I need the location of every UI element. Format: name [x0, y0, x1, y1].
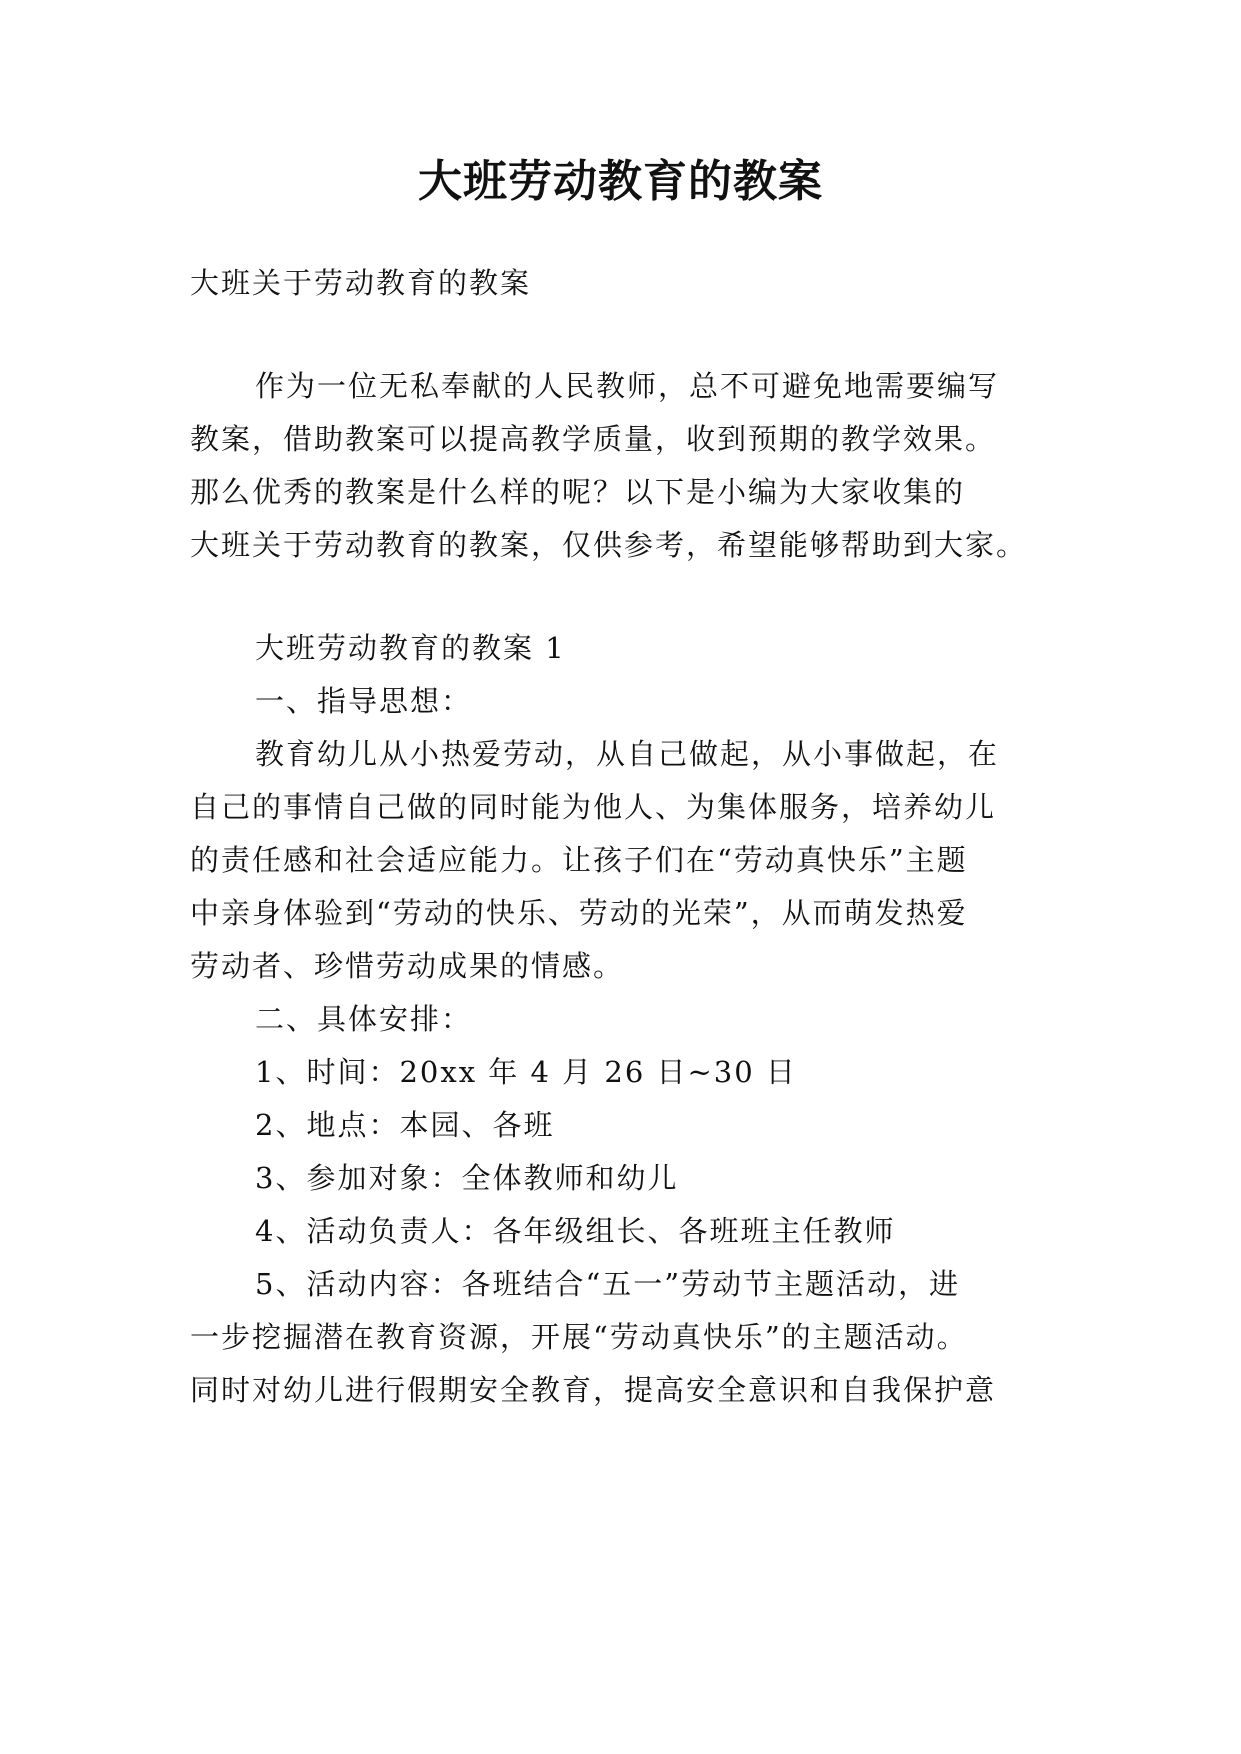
- intro-line: 教案，借助教案可以提高教学质量，收到预期的教学效果。: [190, 422, 997, 456]
- intro-line: 那么优秀的教案是什么样的呢？以下是小编为大家收集的: [190, 475, 966, 509]
- arrangement-item: 4、活动负责人：各年级组长、各班班主任教师: [255, 1214, 896, 1248]
- activity-line: 5、活动内容：各班结合“五一”劳动节主题活动，进: [255, 1267, 961, 1301]
- intro-line: 作为一位无私奉献的人民教师，总不可避免地需要编写: [255, 369, 1000, 403]
- activity-line: 一步挖掘潜在教育资源，开展“劳动真快乐”的主题活动。: [190, 1320, 968, 1354]
- arrangement-item: 2、地点：本园、各班: [255, 1108, 555, 1142]
- activity-line: 同时对幼儿进行假期安全教育，提高安全意识和自我保护意: [190, 1373, 997, 1407]
- intro-line: 大班关于劳动教育的教案，仅供参考，希望能够帮助到大家。: [190, 528, 1028, 562]
- guiding-line: 教育幼儿从小热爱劳动，从自己做起，从小事做起，在: [255, 737, 1000, 771]
- arrangement-item: 3、参加对象：全体教师和幼儿: [255, 1161, 679, 1195]
- arrangement-item: 1、时间：20xx 年 4 月 26 日~30 日: [255, 1055, 797, 1089]
- heading-arrangement: 二、具体安排：: [255, 1002, 473, 1036]
- section-title: 大班劳动教育的教案 1: [255, 631, 566, 665]
- document-title: 大班劳动教育的教案: [418, 156, 823, 207]
- heading-guiding-thought: 一、指导思想：: [255, 684, 473, 718]
- guiding-line: 中亲身体验到“劳动的快乐、劳动的光荣”，从而萌发热爱: [190, 896, 968, 930]
- guiding-line: 的责任感和社会适应能力。让孩子们在“劳动真快乐”主题: [190, 843, 968, 877]
- guiding-line: 劳动者、珍惜劳动成果的情感。: [190, 949, 625, 983]
- guiding-line: 自己的事情自己做的同时能为他人、为集体服务，培养幼儿: [190, 790, 997, 824]
- document-subtitle: 大班关于劳动教育的教案: [190, 266, 532, 300]
